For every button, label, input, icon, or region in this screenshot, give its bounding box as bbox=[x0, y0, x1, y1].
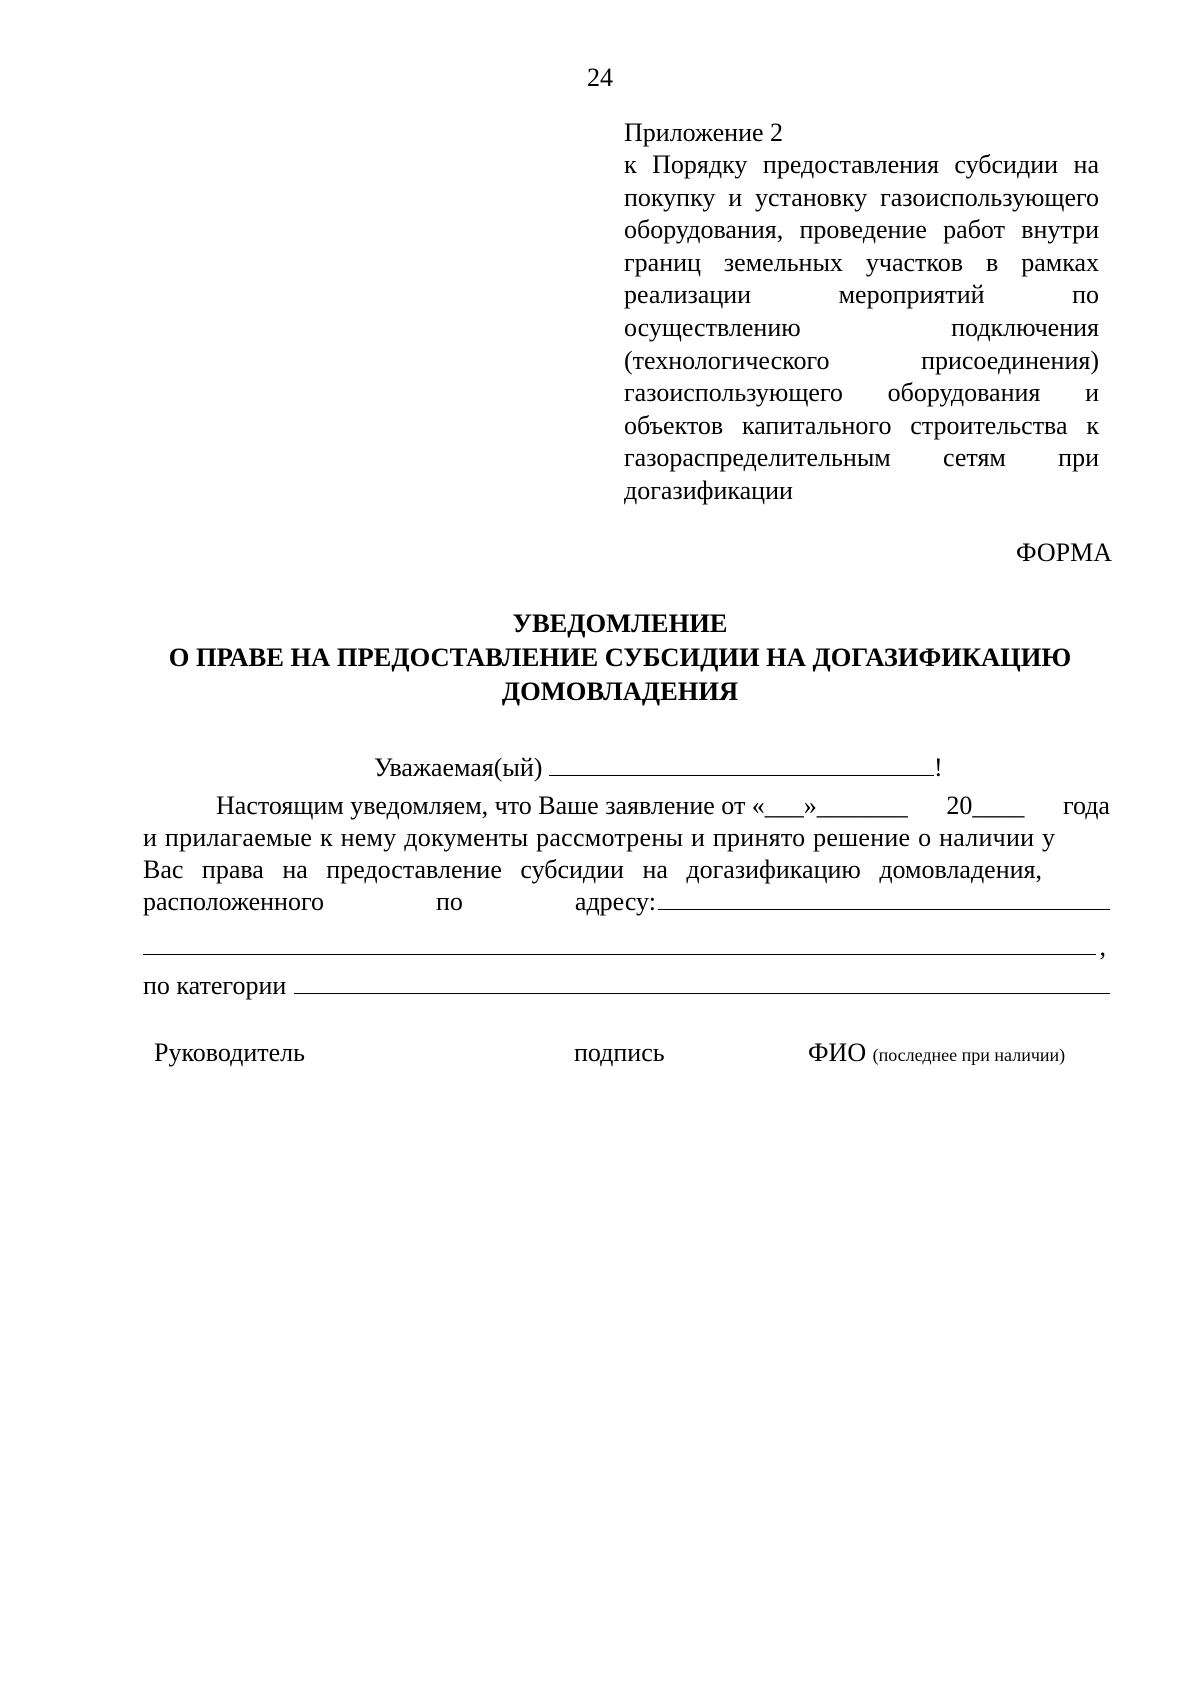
greeting-prefix: Уважаемая(ый) bbox=[374, 753, 543, 782]
category-row bbox=[143, 969, 1110, 1002]
greeting-suffix: ! bbox=[933, 753, 943, 782]
form-label: ФОРМА bbox=[1016, 538, 1112, 567]
signature-fio-label: ФИО bbox=[808, 1038, 867, 1067]
annex-body: к Порядку предоставления субсидии на покупку и установку газоиспользующего оборудования, проведение работ внутри границ земельных участков в рамках реализации мероприятий по осуществлению подключения (технологического присоединения) газоиспользующего оборудования и объектов капитального строительства к газораспределительным сетям при догазификации bbox=[624, 150, 1099, 505]
notice-line-2 bbox=[143, 822, 1110, 854]
address-blank[interactable] bbox=[658, 887, 1110, 910]
notice-line-3-text: Вас права на предоставление субсидии на догазификацию домовладения, bbox=[143, 855, 1043, 884]
address-continuation-blank[interactable] bbox=[143, 930, 1096, 955]
greeting-line bbox=[374, 752, 943, 784]
notice-line-4 bbox=[143, 886, 1110, 918]
signature-fio-note: (последнее при наличии) bbox=[872, 1045, 1066, 1065]
title-line-1: УВЕДОМЛЕНИЕ bbox=[512, 608, 728, 638]
page-number: 24 bbox=[587, 63, 613, 92]
signature-head-label: Руководитель bbox=[154, 1038, 305, 1067]
category-blank[interactable] bbox=[294, 969, 1110, 994]
title-line-3: ДОМОВЛАДЕНИЯ bbox=[501, 676, 739, 706]
signature-sign-label: подпись bbox=[574, 1038, 665, 1067]
notice-line-4-word1: расположенного bbox=[143, 887, 324, 916]
annex-block bbox=[624, 117, 1099, 508]
signature-fio bbox=[808, 1037, 1065, 1071]
notice-line-4-word3: адресу: bbox=[574, 887, 656, 916]
notice-line-4-word2: по bbox=[435, 887, 463, 916]
notice-paragraph bbox=[143, 822, 1110, 918]
recipient-name-blank[interactable] bbox=[549, 753, 934, 776]
notice-line-2-text: и прилагаемые к нему документы рассмотрены и принято решение о наличии у bbox=[143, 823, 1056, 852]
notice-line-1-text: Настоящим уведомляем, что Ваше заявление от «___»_______ bbox=[216, 791, 908, 820]
category-label: по категории bbox=[143, 971, 287, 1000]
notice-line-3 bbox=[143, 854, 1110, 886]
address-continuation-row bbox=[143, 930, 1110, 963]
address-comma: , bbox=[1099, 932, 1106, 961]
notice-line-1 bbox=[143, 790, 1110, 822]
document-title bbox=[130, 606, 1110, 708]
title-line-2: О ПРАВЕ НА ПРЕДОСТАВЛЕНИЕ СУБСИДИИ НА ДОГАЗИФИКАЦИЮ bbox=[168, 642, 1072, 672]
notice-year-suffix: года bbox=[1062, 791, 1110, 820]
notice-year: 20____ bbox=[946, 791, 1025, 820]
annex-title: Приложение 2 bbox=[624, 118, 784, 147]
